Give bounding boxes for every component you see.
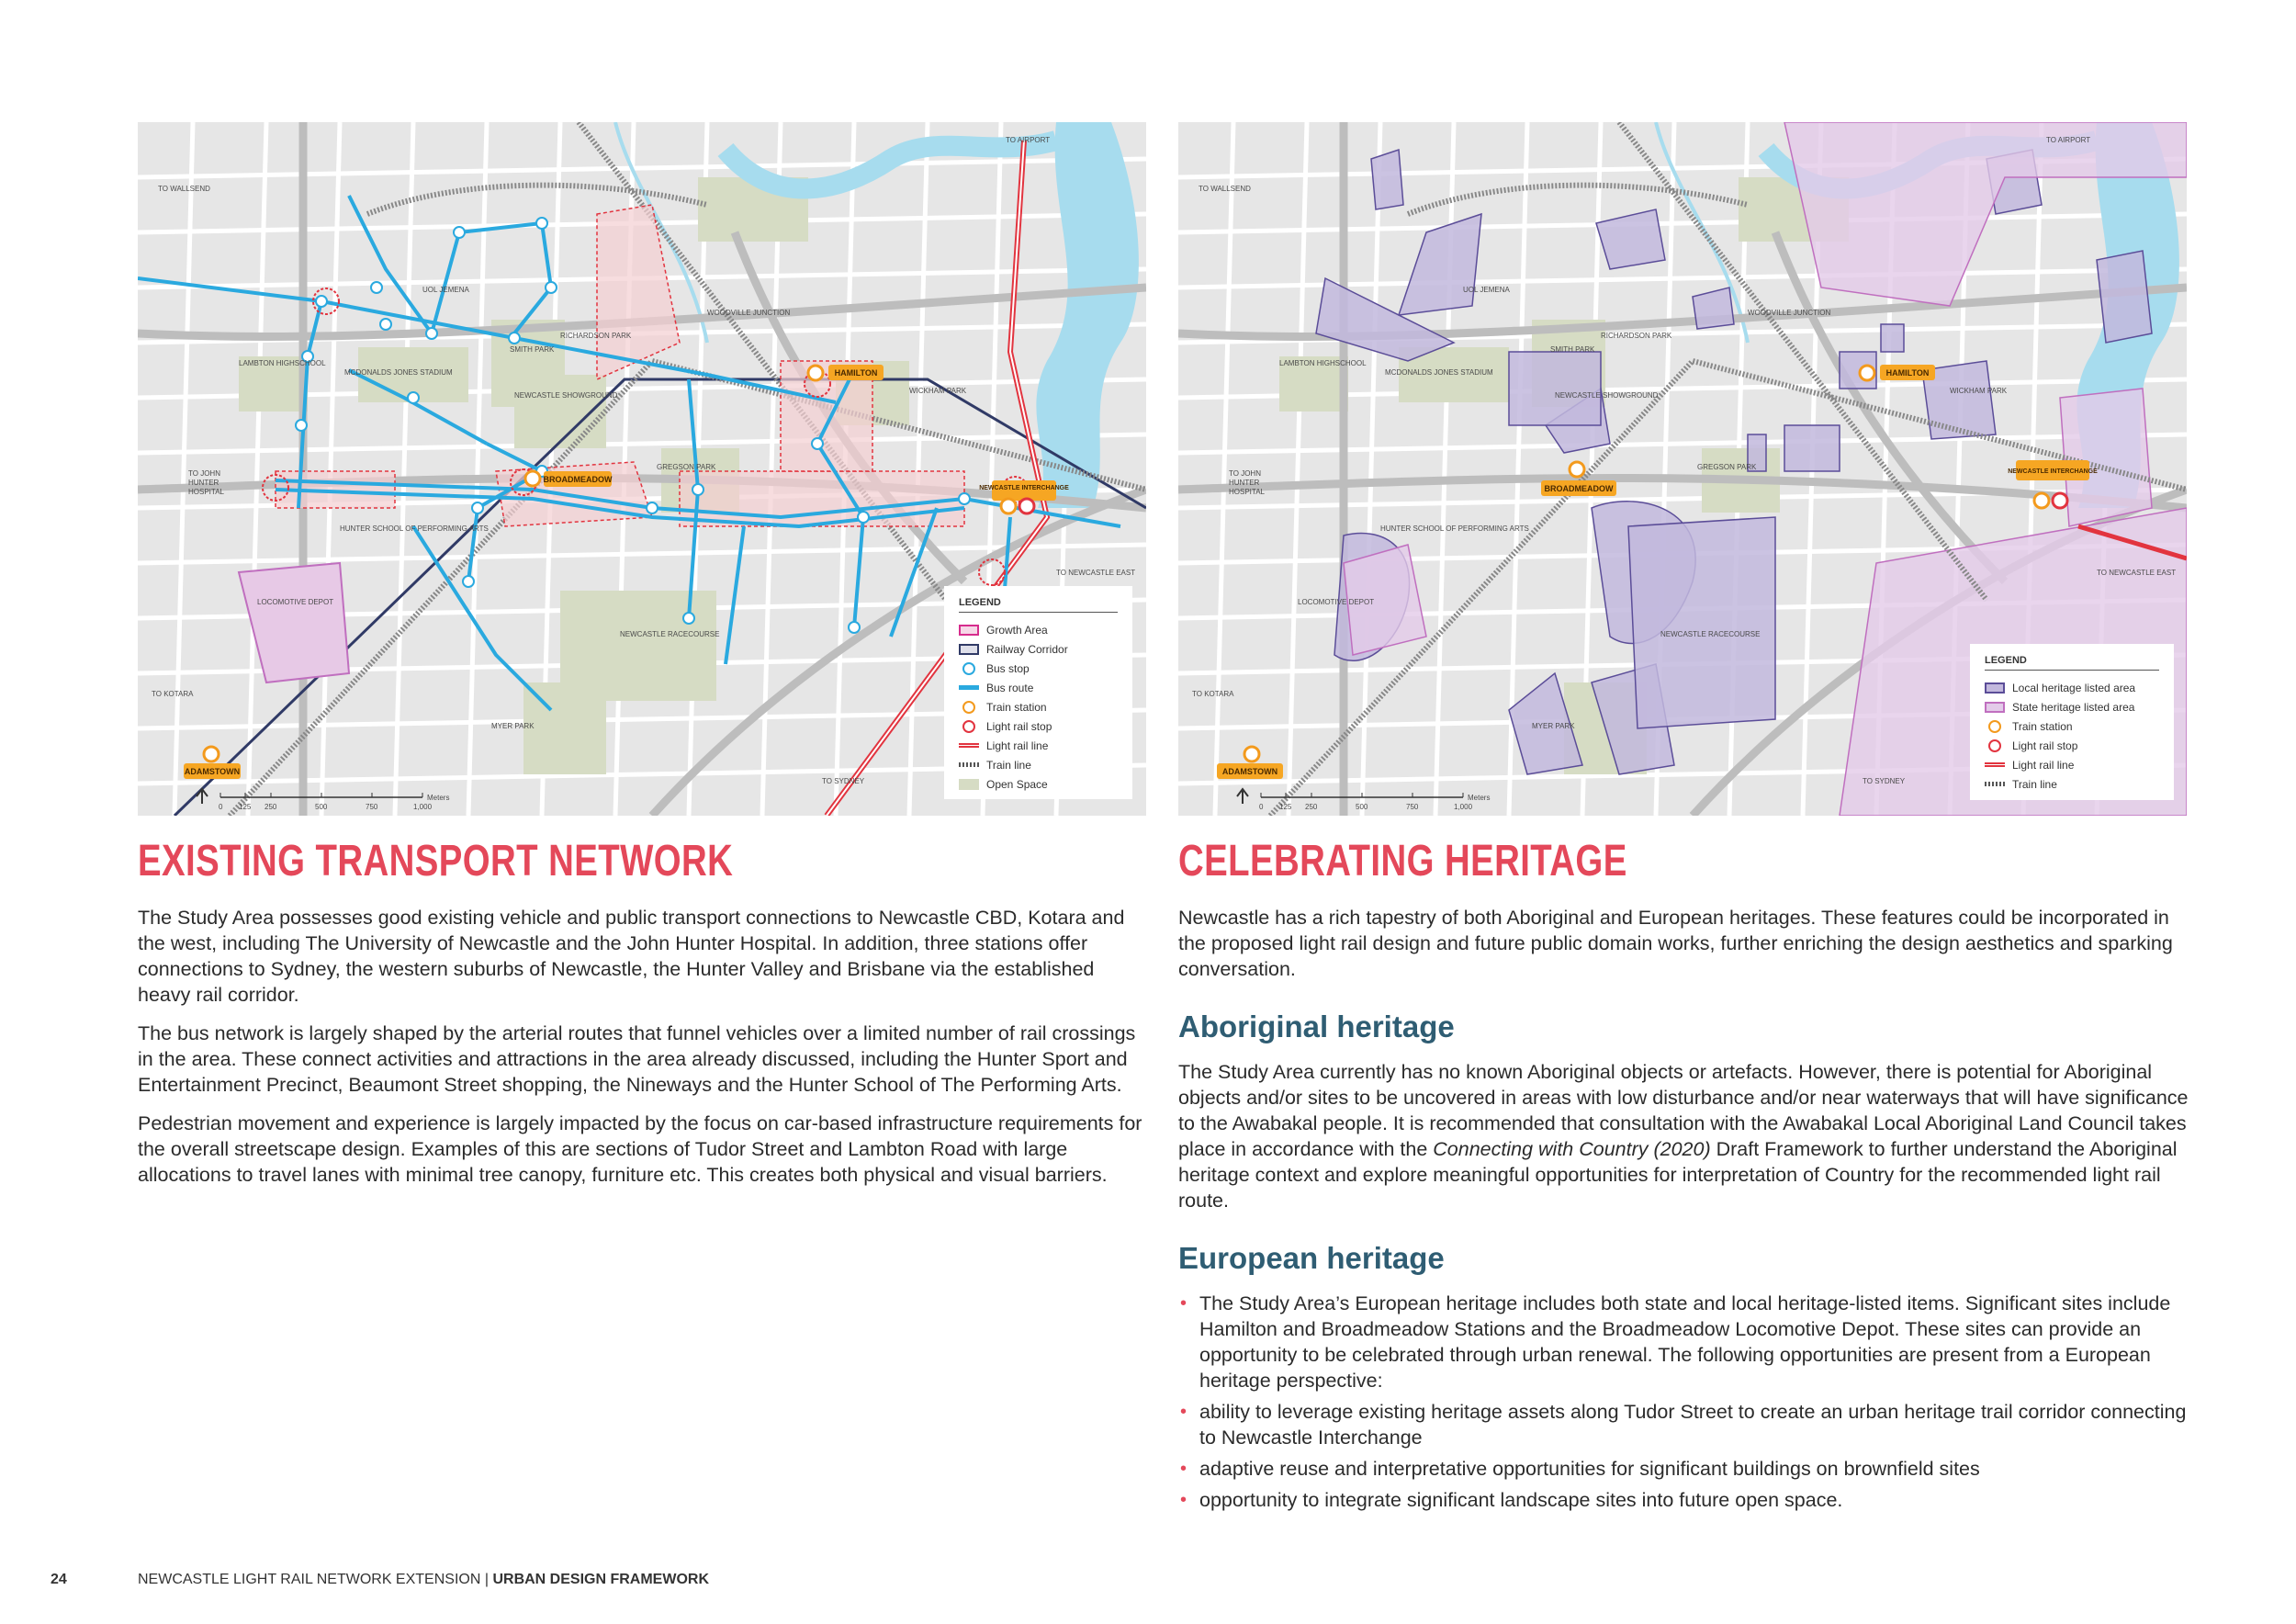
svg-text:125: 125	[1279, 803, 1292, 811]
svg-text:HUNTER: HUNTER	[1229, 479, 1260, 487]
light-rail-stop-icon	[962, 720, 975, 733]
transport-body	[138, 905, 1148, 1201]
svg-text:750: 750	[366, 803, 378, 811]
svg-text:NEWCASTLE INTERCHANGE: NEWCASTLE INTERCHANGE	[2008, 468, 2098, 475]
svg-text:250: 250	[264, 803, 277, 811]
legend-item-local-heritage: Local heritage listed area	[1985, 678, 2159, 697]
aboriginal-heritage-title: Aboriginal heritage	[1178, 1009, 1455, 1043]
svg-text:750: 750	[1406, 803, 1419, 811]
svg-text:MYER PARK: MYER PARK	[1532, 722, 1575, 730]
transport-paragraph: The Study Area possesses good existing vehicle and public transport connections to Newcastle CBD, Kotara and the west, including The University of Newcastle and the John Hunter Hospital. In addition, three stations offer connections to Sydney, the western suburbs of Newcastle, the Hunter Valley and Brisbane via the established heavy rail corridor.	[138, 907, 1125, 1006]
heritage-intro: Newcastle has a rich tapestry of both Aboriginal and European heritages. These features could be incorporated in the proposed light rail design and future public domain works, further enriching the design aesthetics and sparking conversation.	[1178, 907, 2173, 980]
svg-text:ADAMSTOWN: ADAMSTOWN	[184, 767, 241, 776]
train-station-hamilton	[1860, 365, 1935, 380]
transport-map-legend	[944, 586, 1132, 799]
footer-project: NEWCASTLE LIGHT RAIL NETWORK EXTENSION	[138, 1572, 481, 1587]
svg-text:MCDONALDS JONES STADIUM: MCDONALDS JONES STADIUM	[1385, 368, 1493, 377]
svg-text:125: 125	[239, 803, 252, 811]
svg-text:HOSPITAL: HOSPITAL	[1229, 488, 1265, 496]
svg-text:TO AIRPORT: TO AIRPORT	[2046, 136, 2091, 144]
svg-text:NEWCASTLE SHOWGROUND: NEWCASTLE SHOWGROUND	[514, 391, 618, 400]
svg-text:UOL JEMENA: UOL JEMENA	[422, 286, 469, 294]
european-heritage-list	[1178, 1291, 2189, 1513]
light-rail-stop-icon	[1988, 739, 2001, 752]
svg-text:WOODVILLE JUNCTION: WOODVILLE JUNCTION	[1748, 309, 1831, 317]
train-line-swatch	[959, 762, 979, 767]
svg-text:HUNTER SCHOOL OF PERFORMING AR: HUNTER SCHOOL OF PERFORMING ARTS	[1380, 524, 1529, 533]
svg-text:SMITH PARK: SMITH PARK	[1550, 345, 1595, 354]
legend-item-state-heritage: State heritage listed area	[1985, 697, 2159, 716]
legend-item-railway-corridor: Railway Corridor	[959, 639, 1118, 659]
railway-corridor-swatch	[959, 644, 979, 655]
svg-text:TO KOTARA: TO KOTARA	[1192, 690, 1234, 698]
svg-text:TO JOHN: TO JOHN	[1229, 469, 1261, 478]
svg-text:LAMBTON HIGHSCHOOL: LAMBTON HIGHSCHOOL	[1279, 359, 1367, 367]
footer-separator: |	[484, 1572, 489, 1587]
svg-text:0: 0	[1259, 803, 1264, 811]
svg-text:TO WALLSEND: TO WALLSEND	[1199, 185, 1251, 193]
svg-text:RICHARDSON PARK: RICHARDSON PARK	[1601, 332, 1672, 340]
legend-title: LEGEND	[959, 597, 1118, 613]
svg-text:TO WALLSEND: TO WALLSEND	[158, 185, 210, 193]
section-heading-heritage: CELEBRATING HERITAGE	[1178, 837, 1627, 885]
svg-text:UOL JEMENA: UOL JEMENA	[1463, 286, 1510, 294]
svg-text:500: 500	[315, 803, 328, 811]
transport-paragraph: Pedestrian movement and experience is largely impacted by the focus on car-based infrastructure requirements for the overall streetscape design. Examples of this are sections of Tudor Street and Lambton Road with large allocations to travel lanes with minimal tree canopy, furniture etc. This creates both physical and visual barriers.	[138, 1112, 1142, 1186]
light-rail-line-swatch	[1985, 762, 2005, 767]
svg-text:0: 0	[219, 803, 223, 811]
svg-text:HOSPITAL: HOSPITAL	[188, 488, 224, 496]
legend-item-light-rail-stop: Light rail stop	[959, 716, 1118, 736]
footer-document-title: URBAN DESIGN FRAMEWORK	[492, 1572, 709, 1587]
svg-text:Meters: Meters	[427, 794, 450, 802]
svg-text:WOODVILLE JUNCTION: WOODVILLE JUNCTION	[707, 309, 791, 317]
state-heritage-swatch	[1985, 702, 2005, 713]
train-station-icon	[962, 701, 975, 714]
svg-text:GREGSON PARK: GREGSON PARK	[1697, 463, 1757, 471]
svg-text:WICKHAM PARK: WICKHAM PARK	[1950, 387, 2008, 395]
svg-text:TO NEWCASTLE EAST: TO NEWCASTLE EAST	[1056, 569, 1136, 577]
page-footer	[51, 1572, 709, 1588]
legend-item-train-station: Train station	[959, 697, 1118, 716]
svg-text:TO NEWCASTLE EAST: TO NEWCASTLE EAST	[2097, 569, 2177, 577]
transport-paragraph: The bus network is largely shaped by the arterial routes that funnel vehicles over a limited number of rail crossings in the area. These connect activities and attractions in the area already discussed, including the Hunter Sport and Entertainment Precinct, Beaumont Street shopping, the Nineways and the Hunter School of The Performing Arts.	[138, 1022, 1136, 1096]
svg-text:BROADMEADOW: BROADMEADOW	[1544, 484, 1614, 493]
legend-item-bus-stop: Bus stop	[959, 659, 1118, 678]
svg-text:1,000: 1,000	[413, 803, 433, 811]
open-space-swatch	[959, 779, 979, 790]
list-item: • ability to leverage existing heritage assets along Tudor Street to create an urban heritage trail corridor connecting to Newcastle Interchange	[1178, 1399, 2189, 1450]
svg-text:TO AIRPORT: TO AIRPORT	[1006, 136, 1051, 144]
svg-text:TO SYDNEY: TO SYDNEY	[1863, 777, 1906, 785]
train-station-hamilton	[808, 365, 884, 380]
svg-text:HAMILTON: HAMILTON	[834, 368, 878, 378]
svg-text:LOCOMOTIVE DEPOT: LOCOMOTIVE DEPOT	[257, 598, 334, 606]
growth-area-swatch	[959, 625, 979, 636]
transport-network-map	[138, 122, 1146, 816]
svg-text:SMITH PARK: SMITH PARK	[510, 345, 555, 354]
svg-text:LAMBTON HIGHSCHOOL: LAMBTON HIGHSCHOOL	[239, 359, 326, 367]
legend-item-light-rail-line: Light rail line	[959, 736, 1118, 755]
local-heritage-swatch	[1985, 682, 2005, 694]
legend-item-bus-route: Bus route	[959, 678, 1118, 697]
svg-text:NEWCASTLE INTERCHANGE: NEWCASTLE INTERCHANGE	[979, 485, 1069, 491]
legend-item-growth-area: Growth Area	[959, 620, 1118, 639]
list-item: • opportunity to integrate significant landscape sites into future open space.	[1178, 1487, 2189, 1513]
svg-text:250: 250	[1305, 803, 1318, 811]
heritage-map-legend	[1970, 644, 2174, 800]
bus-route-swatch	[959, 685, 979, 690]
svg-text:RICHARDSON PARK: RICHARDSON PARK	[560, 332, 632, 340]
list-item: • The Study Area’s European heritage includes both state and local heritage-listed items. Significant sites include Hamilton and Broadmeadow Stations and the Broadmeadow Locomotive Depot. These sites can provide an opportunity to be celebrated through urban renewal. The following opportunities are present from a European heritage perspective:	[1178, 1291, 2189, 1393]
svg-text:WICKHAM PARK: WICKHAM PARK	[909, 387, 967, 395]
svg-text:500: 500	[1356, 803, 1368, 811]
legend-item-light-rail-stop: Light rail stop	[1985, 736, 2159, 755]
legend-item-train-station: Train station	[1985, 716, 2159, 736]
train-station-icon	[1988, 720, 2001, 733]
heritage-map	[1178, 122, 2187, 816]
svg-text:GREGSON PARK: GREGSON PARK	[657, 463, 716, 471]
european-heritage-title: European heritage	[1178, 1241, 1445, 1275]
legend-item-light-rail-line: Light rail line	[1985, 755, 2159, 774]
svg-text:NEWCASTLE SHOWGROUND: NEWCASTLE SHOWGROUND	[1555, 391, 1659, 400]
aboriginal-heritage-text: The Study Area currently has no known Aboriginal objects or artefacts. However, there is potential for Aboriginal objects and/or sites to be uncovered in areas with low disturbance and/or near waterways that will have significance to the Awabakal people. It is recommended that consultation with the Awabakal Local Aboriginal Land Council takes place in accordance with the Connecting with Country (2020) Draft Framework to further understand the Aboriginal heritage context and explore meaningful opportunities for interpretation of Country for the recommended light rail route.	[1178, 1061, 2189, 1212]
svg-text:HUNTER: HUNTER	[188, 479, 219, 487]
light-rail-line-swatch	[959, 743, 979, 748]
list-item: • adaptive reuse and interpretative opportunities for significant buildings on brownfield sites	[1178, 1456, 2189, 1482]
bus-stop-icon	[962, 662, 975, 675]
legend-title: LEGEND	[1985, 655, 2159, 671]
svg-text:HUNTER SCHOOL OF PERFORMING AR: HUNTER SCHOOL OF PERFORMING ARTS	[340, 524, 489, 533]
legend-item-open-space: Open Space	[959, 774, 1118, 794]
section-heading-transport: EXISTING TRANSPORT NETWORK	[138, 837, 734, 885]
svg-text:TO SYDNEY: TO SYDNEY	[822, 777, 865, 785]
svg-text:Meters: Meters	[1468, 794, 1491, 802]
legend-item-train-line: Train line	[1985, 774, 2159, 794]
page-number: 24	[51, 1572, 67, 1587]
svg-text:BROADMEADOW: BROADMEADOW	[543, 475, 613, 484]
svg-text:TO JOHN: TO JOHN	[188, 469, 220, 478]
heritage-body	[1178, 905, 2189, 1518]
svg-text:NEWCASTLE RACECOURSE: NEWCASTLE RACECOURSE	[620, 630, 720, 638]
train-line-swatch	[1985, 782, 2005, 786]
svg-text:1,000: 1,000	[1454, 803, 1473, 811]
svg-text:LOCOMOTIVE DEPOT: LOCOMOTIVE DEPOT	[1298, 598, 1375, 606]
train-station-broadmeadow	[525, 471, 613, 487]
svg-text:ADAMSTOWN: ADAMSTOWN	[1221, 767, 1278, 776]
legend-item-train-line: Train line	[959, 755, 1118, 774]
svg-text:HAMILTON: HAMILTON	[1885, 368, 1930, 378]
svg-text:NEWCASTLE RACECOURSE: NEWCASTLE RACECOURSE	[1660, 630, 1761, 638]
svg-text:MCDONALDS JONES STADIUM: MCDONALDS JONES STADIUM	[344, 368, 453, 377]
svg-text:MYER PARK: MYER PARK	[491, 722, 535, 730]
svg-text:TO KOTARA: TO KOTARA	[152, 690, 194, 698]
